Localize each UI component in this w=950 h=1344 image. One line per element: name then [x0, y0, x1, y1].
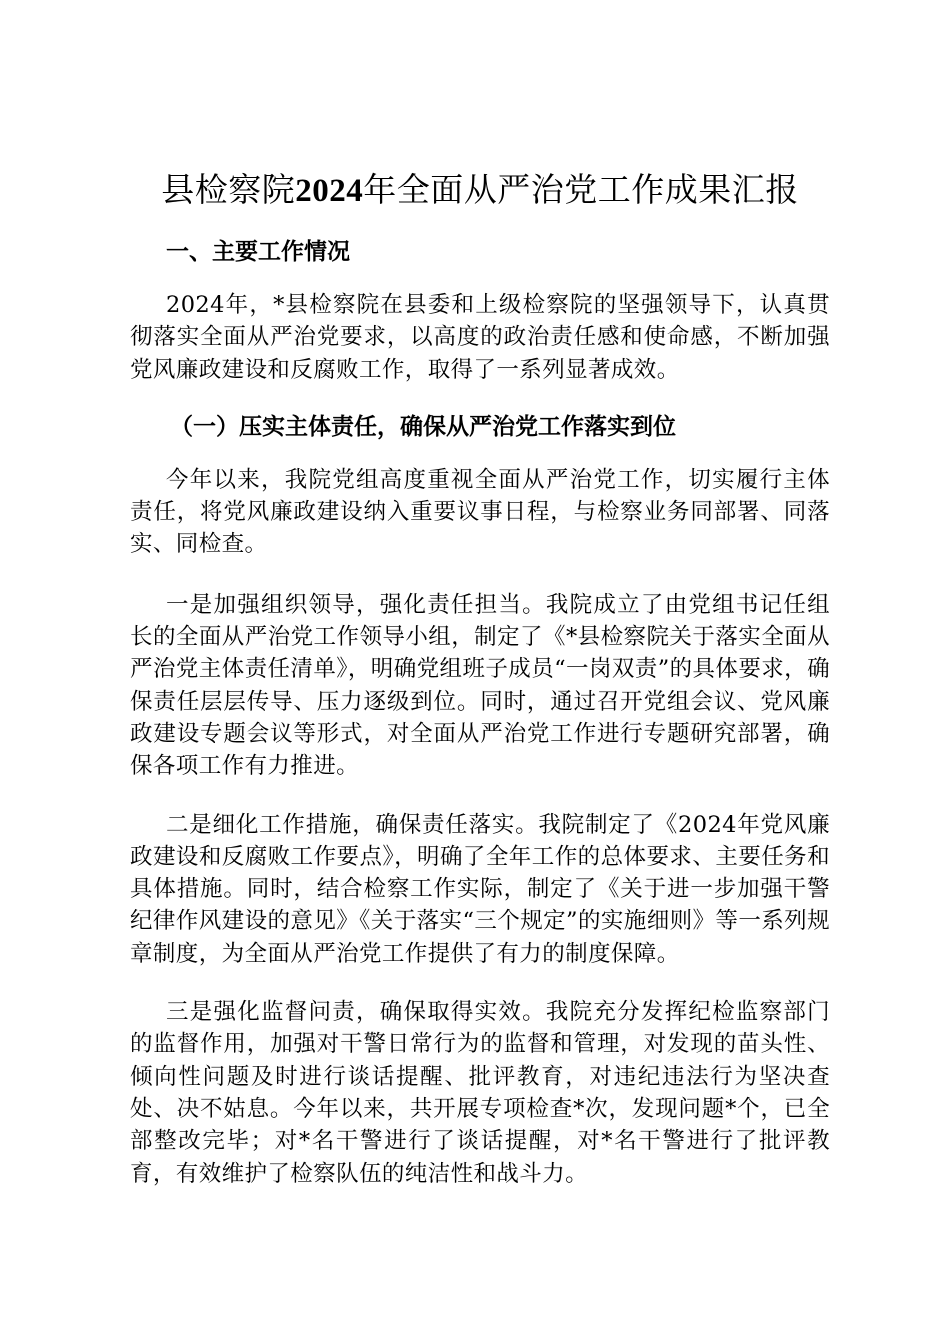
- body-paragraph: 今年以来，我院党组高度重视全面从严治党工作，切实履行主体责任，将党风廉政建设纳入重要议事日程，与检察业务同部署、同落实、同检查。: [130, 466, 830, 558]
- title-year: 2024: [295, 173, 364, 209]
- title-prefix: 县检察院: [161, 170, 296, 209]
- body-paragraph: 三是强化监督问责，确保取得实效。我院充分发挥纪检监察部门的监督作用，加强对干警日常行为的监督和管理，对发现的苗头性、倾向性问题及时进行谈话提醒、批评教育，对违纪违法行为坚决查处、决不姑息。今年以来，共开展专项检查*次，发现问题*个，已全部整改完毕；对*名干警进行了谈话提醒，对*名干警进行了批评教育，有效维护了检察队伍的纯洁性和战斗力。: [130, 999, 830, 1187]
- body-paragraph: 一是加强组织领导，强化责任担当。我院成立了由党组书记任组长的全面从严治党工作领导小组，制定了《*县检察院关于落实全面从严治党主体责任清单》，明确党组班子成员“一岗双责”的具体要求，确保责任层层传导、压力逐级到位。同时，通过召开党组会议、党风廉政建设专题会议等形式，对全面从严治党工作进行专题研究部署，确保各项工作有力推进。: [130, 591, 830, 780]
- subsection-heading: （一）压实主体责任，确保从严治党工作落实到位: [170, 413, 676, 440]
- body-paragraph: 二是细化工作措施，确保责任落实。我院制定了《2024年党风廉政建设和反腐败工作要点》，明确了全年工作的总体要求、主要任务和具体措施。同时，结合检察工作实际，制定了《关于进一步加强干警纪律作风建设的意见》《关于落实“三个规定”的实施细则》等一系列规章制度，为全面从严治党工作提供了有力的制度保障。: [130, 811, 830, 967]
- title-suffix: 年全面从严治党工作成果汇报: [363, 170, 799, 209]
- document-page: [130, 168, 830, 1190]
- intro-paragraph: 2024年，*县检察院在县委和上级检察院的坚强领导下，认真贯彻落实全面从严治党要求，以高度的政治责任感和使命感，不断加强党风廉政建设和反腐败工作，取得了一系列显著成效。: [130, 292, 830, 383]
- document-title: [120, 168, 840, 213]
- section-heading: 一、主要工作情况: [166, 239, 350, 265]
